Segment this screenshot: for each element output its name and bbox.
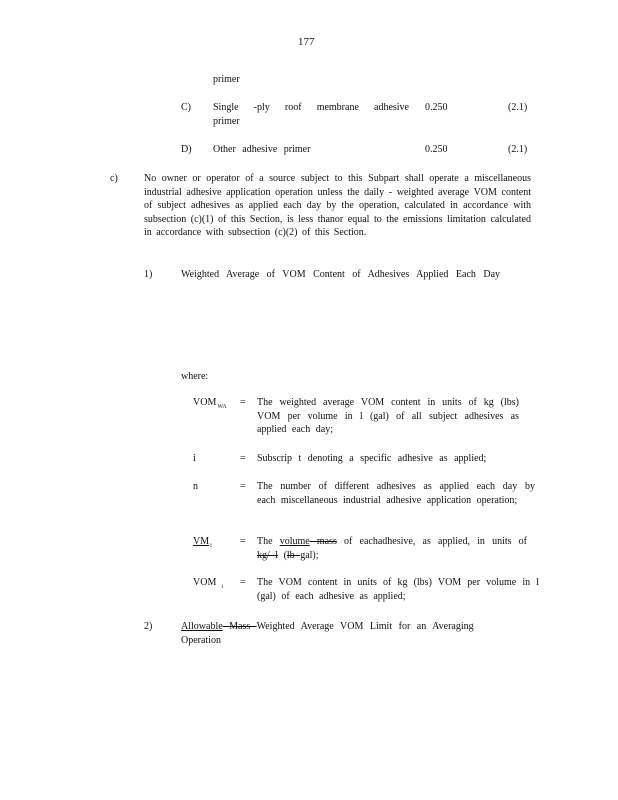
def-vom-wa-symbol <box>193 396 227 412</box>
def-vm-i-symbol-main: VM <box>193 536 210 547</box>
table-row-c-value2: (2.1) <box>508 102 528 113</box>
item-2-heading-text: Weighted Average VOM Limit for an Averaging <box>256 621 474 632</box>
where-label: where: <box>181 371 209 382</box>
def-n-text: The number of different adhesives as applied each day by each miscellaneous industrial adhesive application operation; <box>257 481 535 506</box>
def-vom-wa-symbol-main: VOM <box>193 397 217 408</box>
table-row-c-text <box>213 101 409 128</box>
def-vom-i-eq: = <box>240 577 246 588</box>
item-2-heading-line2: Operation <box>181 634 221 646</box>
def-vm-i-part1: The <box>257 536 280 547</box>
def-n-eq: = <box>240 481 246 492</box>
def-vom-wa-text: The weighted average VOM content in units of kg (lbs) VOM per volume in l (gal) of all subject adhesives as applied each day; <box>257 397 519 435</box>
table-row-c-label: C) <box>181 102 191 113</box>
table-continuation-line: primer <box>213 74 240 85</box>
item-2-heading-line1 <box>181 620 474 634</box>
def-vom-i-symbol-main: VOM <box>193 577 217 588</box>
def-vm-i-deleted-word: mass <box>309 536 337 547</box>
def-vm-i-deleted-unit: kg/ l <box>257 549 279 561</box>
def-vm-i-part4: gal); <box>300 549 319 561</box>
def-vm-i-symbol <box>193 535 212 551</box>
def-vm-i-deleted-lb: lb <box>286 549 301 561</box>
def-vom-wa-subscript: WA <box>217 404 227 410</box>
def-i-symbol: i <box>193 453 196 464</box>
def-vom-wa-eq: = <box>240 397 246 408</box>
table-row-d-value1: 0.250 <box>425 144 448 155</box>
table-row-c-line2: primer <box>213 115 240 127</box>
def-vom-i-symbol <box>193 576 223 592</box>
table-row-c-line1: Single -ply roof membrane adhesive <box>213 102 409 113</box>
def-n-symbol: n <box>193 481 198 492</box>
item-2-deleted-word: Mass <box>222 621 257 632</box>
section-c-label: c) <box>110 173 118 184</box>
table-row-c-value1: 0.250 <box>425 102 448 113</box>
table-row-d-text: Other adhesive primer <box>213 144 311 155</box>
item-1-label: 1) <box>144 269 153 280</box>
def-i-eq: = <box>240 453 246 464</box>
table-row-d-value2: (2.1) <box>508 144 528 155</box>
item-2-heading <box>181 620 474 647</box>
item-2-label: 2) <box>144 621 153 632</box>
def-vm-i-subscript: i <box>210 543 212 549</box>
def-vm-i-eq: = <box>240 536 246 547</box>
def-vm-i-part3: ( <box>278 549 287 561</box>
def-vm-i-inserted-word: volume <box>279 536 310 547</box>
page-number: 177 <box>298 36 315 48</box>
table-row-d-label: D) <box>181 144 192 155</box>
item-1-heading: Weighted Average of VOM Content of Adhesives Applied Each Day <box>181 269 501 280</box>
def-i-text: Subscrip t denoting a specific adhesive as applied; <box>257 453 487 464</box>
def-vom-i-text: The VOM content in units of kg (lbs) VOM per volume in l (gal) of each adhesive as applied; <box>257 577 539 602</box>
def-vm-i-part2: of eachadhesive, as applied, in units of <box>336 536 528 547</box>
def-vm-i-text <box>257 535 527 562</box>
def-vom-i-subscript: i <box>221 584 224 590</box>
item-2-inserted-word: Allowable <box>181 621 223 632</box>
section-c-paragraph: No owner or operator of a source subject to this Subpart shall operate a miscellaneous industrial adhesive application operation unless the daily - weighted average VOM content of subject adhesives as applied each day by the operation, calculated in accordance with subsection (c)(1) of this Section, is less thanor equal to the emissions limitation calculated in accordance with subsection (c)(2) of this Section. <box>144 173 531 238</box>
